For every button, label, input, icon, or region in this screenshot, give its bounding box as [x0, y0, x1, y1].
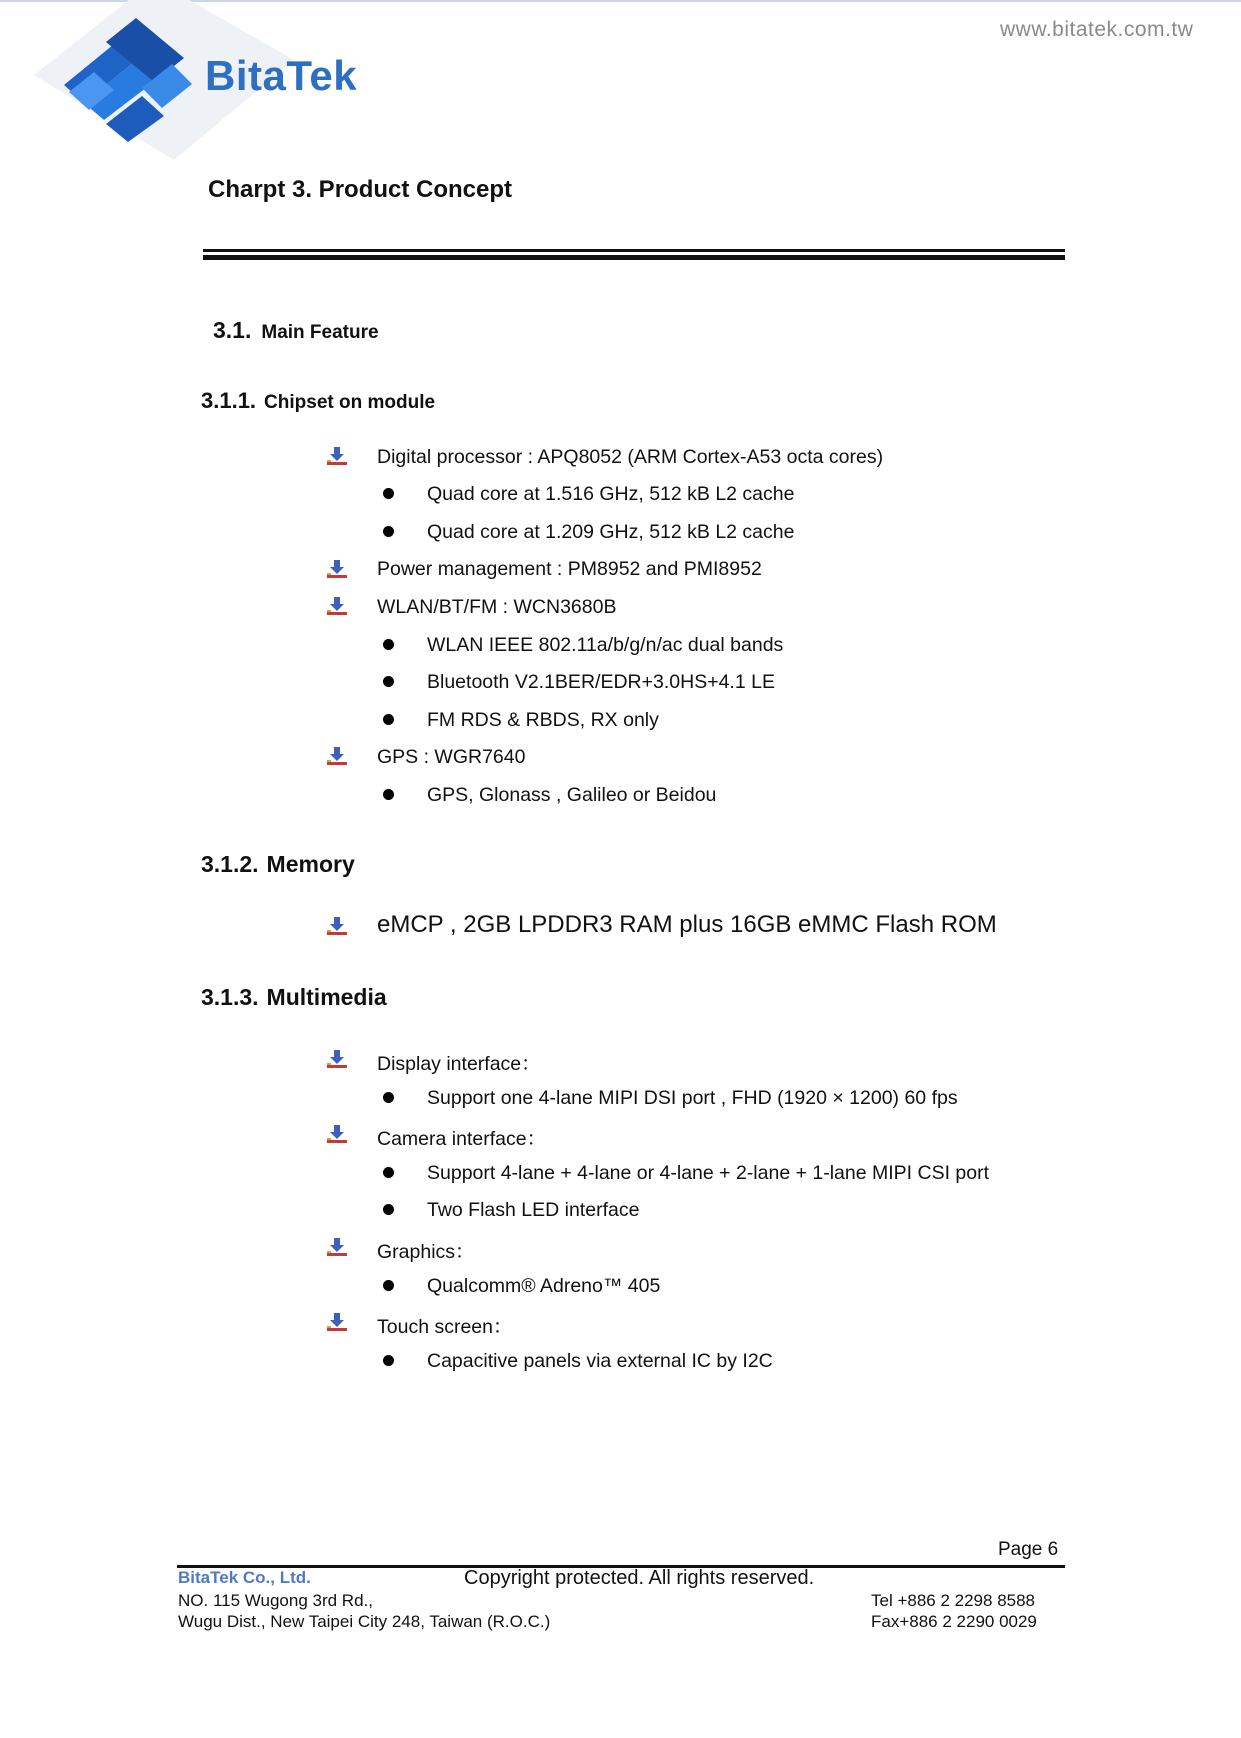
logo-text: BitaTek [205, 52, 358, 99]
list-item: Two Flash LED interface [427, 1199, 640, 1221]
footer-address-line2: Wugu Dist., New Taipei City 248, Taiwan (R.O.C.) [178, 1612, 551, 1631]
footer-company: BitaTek Co., Ltd. [178, 1568, 311, 1587]
subsection-heading-chipset [201, 388, 435, 414]
list-item: Camera interface： [377, 1128, 547, 1150]
dot-bullet-icon [383, 526, 394, 537]
dot-bullet-icon [383, 1092, 394, 1103]
dot-bullet-icon [383, 1280, 394, 1291]
dot-bullet-icon [383, 488, 394, 499]
footer-fax: Fax+886 2 2290 0029 [871, 1612, 1037, 1631]
subsection-number: 3.1.1. [201, 388, 257, 413]
list-item: Quad core at 1.516 GHz, 512 kB L2 cache [427, 483, 795, 505]
footer-address-line1: NO. 115 Wugong 3rd Rd., [178, 1591, 373, 1610]
dot-bullet-icon [383, 1167, 394, 1178]
subsection-title: Chipset on module [264, 392, 436, 413]
footer-copyright: Copyright protected. All rights reserved. [464, 1567, 815, 1589]
list-item: FM RDS & RBDS, RX only [427, 709, 659, 731]
arrow-bullet-icon [327, 747, 347, 765]
list-item: GPS : WGR7640 [377, 746, 526, 768]
list-item: Support 4-lane + 4-lane or 4-lane + 2-lane + 1-lane MIPI CSI port [427, 1162, 990, 1184]
dot-bullet-icon [383, 639, 394, 650]
list-item: Digital processor : APQ8052 (ARM Cortex-A53 octa cores) [377, 446, 884, 468]
subsection-heading-memory [201, 851, 355, 878]
section-number: 3.1. [213, 317, 252, 343]
arrow-bullet-icon [327, 447, 347, 465]
page-number: Page 6 [998, 1539, 1059, 1560]
list-item: WLAN/BT/FM : WCN3680B [377, 596, 617, 618]
list-item: Graphics： [377, 1241, 475, 1263]
list-item: Display interface： [377, 1053, 541, 1075]
subsection-title: Memory [266, 851, 355, 877]
footer-tel: Tel +886 2 2298 8588 [871, 1591, 1036, 1610]
dot-bullet-icon [383, 789, 394, 800]
title-rule-thick [203, 255, 1065, 260]
arrow-bullet-icon [327, 917, 347, 935]
list-item: GPS, Glonass , Galileo or Beidou [427, 784, 717, 806]
dot-bullet-icon [383, 1204, 394, 1215]
title-rule-thin [203, 249, 1065, 252]
arrow-bullet-icon [327, 1050, 347, 1068]
subsection-title: Multimedia [266, 984, 387, 1010]
list-item: Support one 4-lane MIPI DSI port , FHD (1920 × 1200) 60 fps [427, 1087, 958, 1109]
arrow-bullet-icon [327, 1238, 347, 1256]
arrow-bullet-icon [327, 560, 347, 578]
website-url: www.bitatek.com.tw [1000, 18, 1194, 41]
list-item: Capacitive panels via external IC by I2C [427, 1350, 773, 1372]
list-item: Touch screen： [377, 1316, 513, 1338]
subsection-number: 3.1.3. [201, 984, 259, 1010]
section-heading [213, 317, 379, 344]
dot-bullet-icon [383, 714, 394, 725]
arrow-bullet-icon [327, 597, 347, 615]
subsection-heading-multimedia [201, 984, 387, 1011]
list-item: Qualcomm® Adreno™ 405 [427, 1275, 661, 1297]
arrow-bullet-icon [327, 1125, 347, 1143]
dot-bullet-icon [383, 1355, 394, 1366]
subsection-number: 3.1.2. [201, 851, 259, 877]
list-item: eMCP , 2GB LPDDR3 RAM plus 16GB eMMC Flash ROM [377, 911, 997, 938]
dot-bullet-icon [383, 676, 394, 687]
chapter-title: Charpt 3. Product Concept [208, 176, 513, 203]
list-item: Quad core at 1.209 GHz, 512 kB L2 cache [427, 521, 795, 543]
list-item: Power management : PM8952 and PMI8952 [377, 558, 762, 580]
section-title: Main Feature [261, 322, 379, 343]
list-item: WLAN IEEE 802.11a/b/g/n/ac dual bands [427, 634, 784, 656]
arrow-bullet-icon [327, 1313, 347, 1331]
list-item: Bluetooth V2.1BER/EDR+3.0HS+4.1 LE [427, 671, 775, 693]
